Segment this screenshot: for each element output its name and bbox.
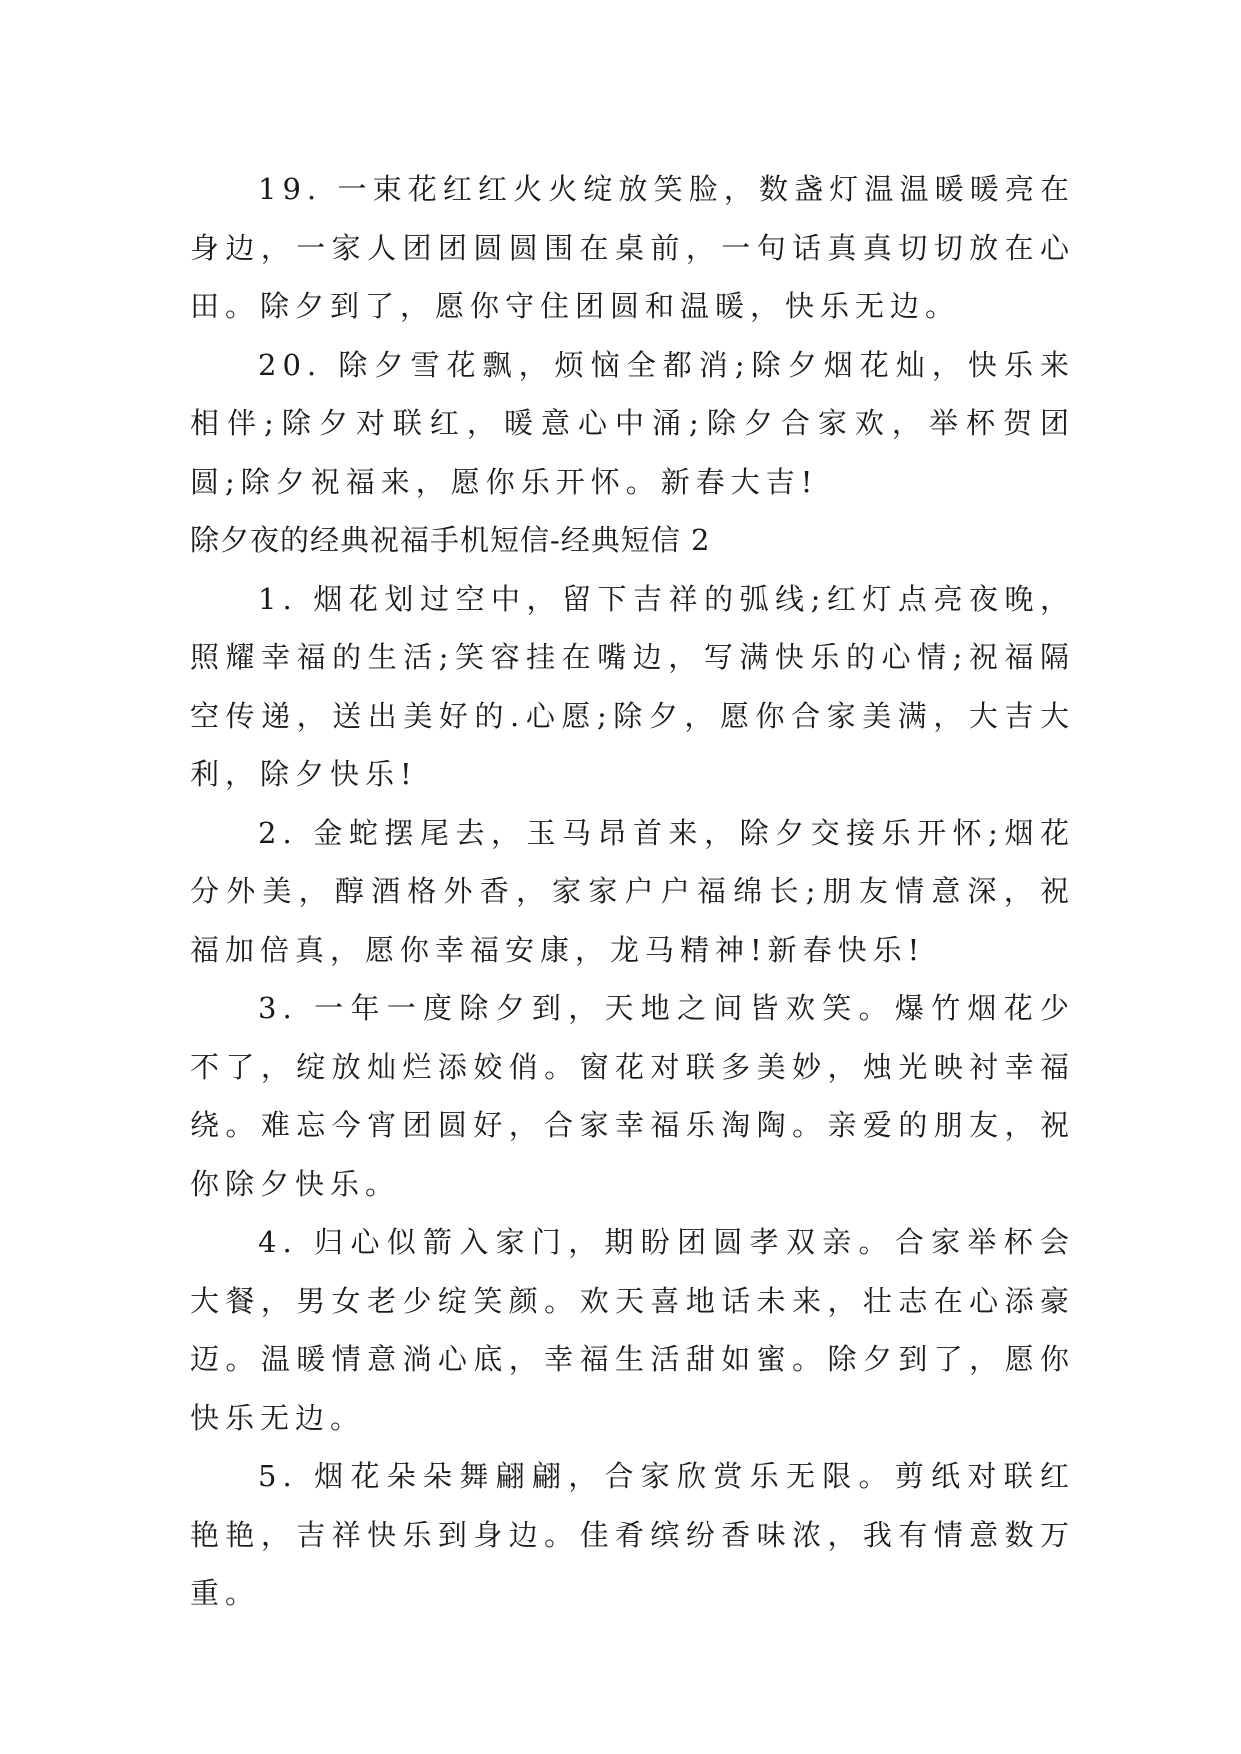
paragraph-5: 5. 烟花朵朵舞翩翩，合家欣赏乐无限。剪纸对联红艳艳，吉祥快乐到身边。佳肴缤纷香味浓，我有情意数万重。 [190, 1459, 1075, 1610]
paragraph-19: 19. 一束花红红火火绽放笑脸，数盏灯温温暖暖亮在身边，一家人团团圆圆围在桌前，一句话真真切切放在心田。除夕到了，愿你守住团圆和温暖，快乐无边。 [190, 172, 1075, 323]
paragraph-20: 20. 除夕雪花飘，烦恼全都消;除夕烟花灿，快乐来相伴;除夕对联红，暖意心中涌;除夕合家欢，举杯贺团圆;除夕祝福来，愿你乐开怀。新春大吉! [190, 347, 1075, 499]
paragraph-3: 3. 一年一度除夕到，天地之间皆欢笑。爆竹烟花少不了，绽放灿烂添姣俏。窗花对联多美妙，烛光映衬幸福绕。难忘今宵团圆好，合家幸福乐淘陶。亲爱的朋友，祝你除夕快乐。 [190, 991, 1075, 1201]
paragraph-1: 1. 烟花划过空中，留下吉祥的弧线;红灯点亮夜晚，照耀幸福的生活;笑容挂在嘴边，写满快乐的心情;祝福隔空传递，送出美好的.心愿;除夕，愿你合家美满，大吉大利，除夕快乐! [190, 581, 1075, 791]
document-body [190, 160, 1075, 1623]
paragraph-4: 4. 归心似箭入家门，期盼团圆孝双亲。合家举杯会大餐，男女老少绽笑颜。欢天喜地话未来，壮志在心添豪迈。温暖情意淌心底，幸福生活甜如蜜。除夕到了，愿你快乐无边。 [190, 1225, 1075, 1435]
section-heading: 除夕夜的经典祝福手机短信-经典短信 2 [190, 523, 711, 557]
paragraph-2: 2. 金蛇摆尾去，玉马昂首来，除夕交接乐开怀;烟花分外美，醇酒格外香，家家户户福绵长;朋友情意深，祝福加倍真，愿你幸福安康，龙马精神!新春快乐! [190, 815, 1075, 967]
